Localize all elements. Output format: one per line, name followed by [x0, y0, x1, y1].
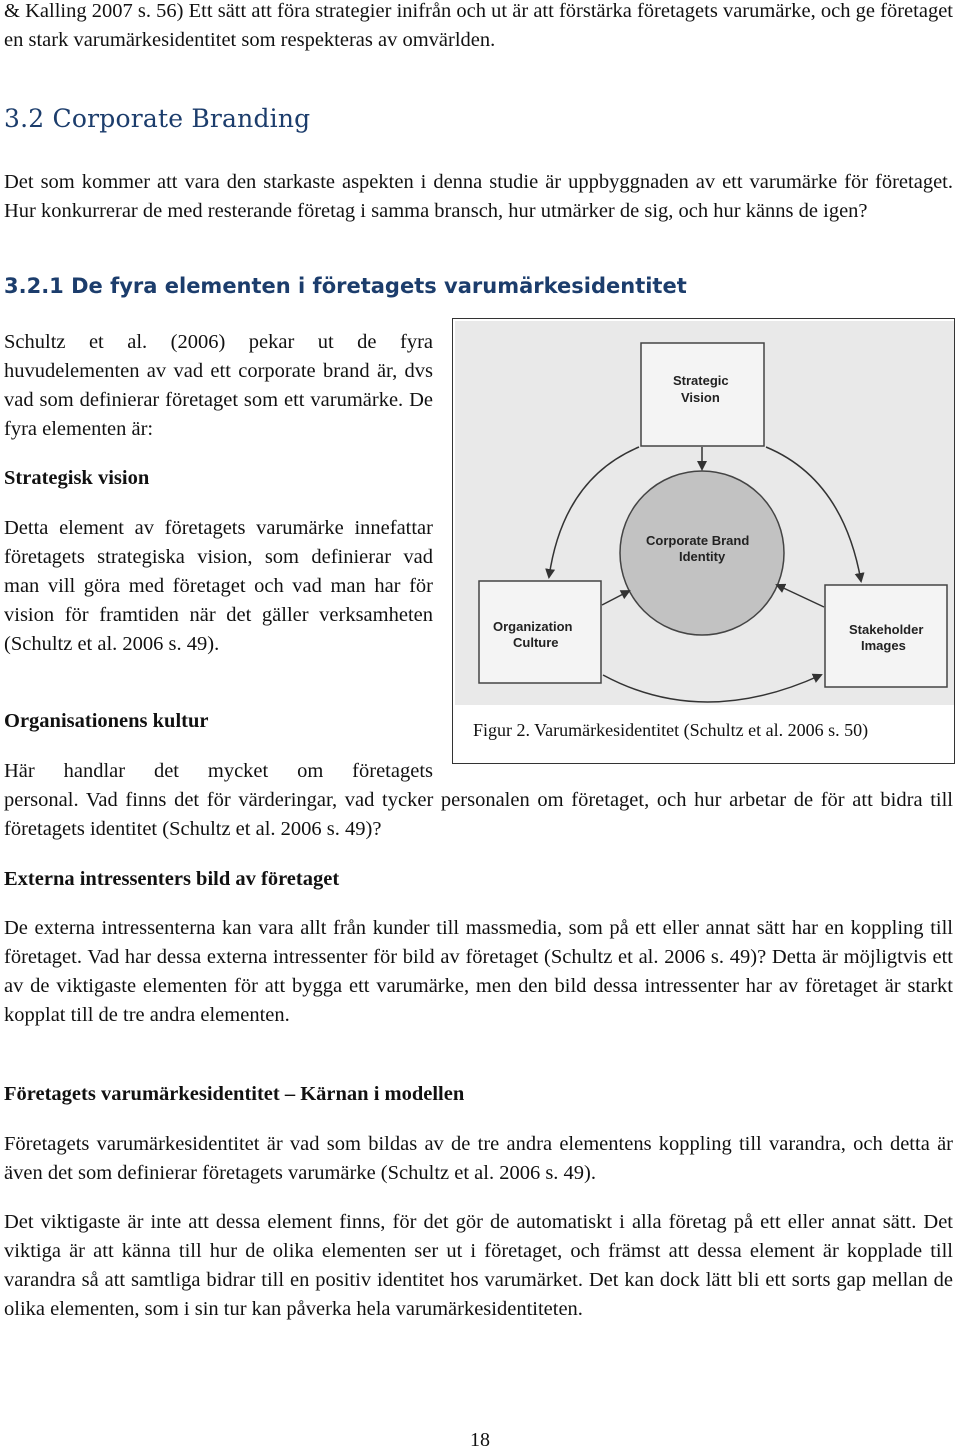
external-stakeholders-text: De externa intressenterna kan vara allt från kunder till massmedia, som på ett eller annat sätt har en koppling till företaget. Vad har dessa externa intressenter för bild av företaget (Schultz et al. 2006 s. 49)? Detta är möjligtvis ett av de viktigaste elementen för att bygga ett varumärke, men den bild dessa intressenter har av företaget är starkt kopplat till de tre andra elementen. [4, 917, 953, 1026]
strategic-vision-text: Detta element av företagets varumärke innefattar företagets strategiska vision, som definierar vad man vill göra med företaget och vad man har för vision för framtiden när det gäller verksamheten (Schultz et al. 2006 s. 49). [4, 517, 433, 655]
organization-culture-label-1: Organization [493, 619, 573, 634]
strategic-vision-label-2: Vision [681, 390, 720, 405]
organization-culture-heading: Organisationens kultur [4, 710, 209, 732]
brand-identity-diagram [453, 319, 956, 765]
strategic-vision-label-1: Strategic [673, 373, 729, 388]
subsection-title: 3.2.1 De fyra elementen i företagets varumärkesidentitet [4, 274, 687, 298]
subsection-intro: Schultz et al. (2006) pekar ut de fyra huvudelementen av vad ett corporate brand är, dvs vad som definierar företaget som ett varumärke. De fyra elementen är: [4, 331, 433, 440]
organization-culture-text-line1: Här handlar det mycket om företagets [4, 760, 433, 782]
organization-culture-label-2: Culture [513, 635, 559, 650]
external-stakeholders-heading: Externa intressenters bild av företaget [4, 868, 340, 890]
stakeholder-images-label-1: Stakeholder [849, 622, 924, 637]
figure-caption: Figur 2. Varumärkesidentitet (Schultz et al. 2006 s. 50) [473, 720, 869, 740]
strategic-vision-heading: Strategisk vision [4, 467, 150, 489]
core-heading: Företagets varumärkesidentitet – Kärnan i modellen [4, 1083, 465, 1105]
stakeholder-images-label-2: Images [861, 638, 906, 653]
core-identity-label-2: Identity [679, 549, 726, 564]
intro-paragraph: & Kalling 2007 s. 56) Ett sätt att föra strategier inifrån och ut är att förstärka företagets varumärke, och ge företaget en stark varumärkesidentitet som respekteras av omvärlden. [4, 0, 953, 51]
brand-identity-figure [452, 318, 955, 764]
core-text-2: Det viktigaste är inte att dessa element finns, för det gör de automatiskt i alla företag på ett eller annat sätt. Det viktiga är att känna till hur de olika elementen ser ut i företaget, och främst att dessa element är kopplade till varandra så att samtliga bidrar till en positiv identitet hos varumärket. Det kan dock lätt bli ett sorts gap mellan de olika elementen, som i sin tur kan påverka hela varumärkesidentiteten. [4, 1211, 953, 1320]
core-identity-label-1: Corporate Brand [646, 533, 750, 548]
page-number: 18 [470, 1429, 490, 1451]
core-text-1: Företagets varumärkesidentitet är vad som bildas av de tre andra elementens koppling till varandra, och detta är även det som definierar företagets varumärke (Schultz et al. 2006 s. 49). [4, 1133, 953, 1184]
section-title: 3.2 Corporate Branding [4, 104, 311, 133]
organization-culture-text-rest: personal. Vad finns det för värderingar, vad tycker personalen om företaget, och hur arbetar de för att bidra till företagets identitet (Schultz et al. 2006 s. 49)? [4, 789, 953, 840]
section-paragraph: Det som kommer att vara den starkaste aspekten i denna studie är uppbyggnaden av ett varumärke för företaget. Hur konkurrerar de med resterande företag i samma bransch, hur utmärker de sig, och hur känns de igen? [4, 171, 953, 222]
